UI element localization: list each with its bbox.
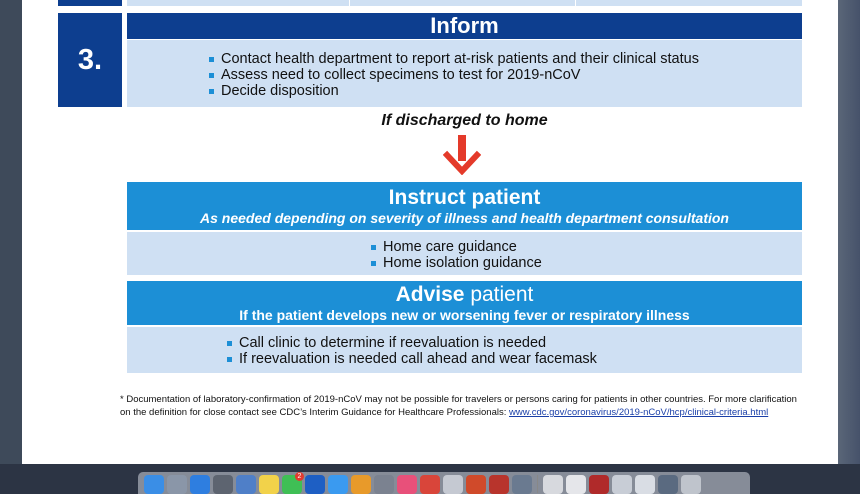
advise-patient-heading (127, 281, 802, 325)
list-item: If reevaluation is needed call ahead and wear facemask (227, 351, 597, 367)
photo-booth-icon[interactable] (489, 475, 509, 494)
image-thumbnail-icon[interactable] (589, 475, 609, 494)
document-thumbnail-icon[interactable] (543, 475, 563, 494)
advise-bullet-list (227, 335, 597, 367)
pages-icon[interactable] (351, 475, 371, 494)
photos-icon[interactable] (443, 475, 463, 494)
maps-icon[interactable] (420, 475, 440, 494)
footnote-marker: * (120, 394, 124, 405)
discharge-condition-label: If discharged to home (381, 112, 548, 129)
advise-title-light: patient (464, 283, 534, 306)
downloads-stack-icon[interactable] (658, 475, 678, 494)
system-preferences-icon[interactable] (374, 475, 394, 494)
list-item: Assess need to collect specimens to test for 2019-nCoV (209, 67, 699, 83)
safari-icon[interactable] (190, 475, 210, 494)
instruct-bullet-list (371, 239, 542, 271)
list-item: Contact health department to report at-risk patients and their clinical status (209, 51, 699, 67)
footnote-text: Documentation of laboratory-confirmation of 2019-nCoV may not be possible for travelers or persons caring for patients in other countries. For more clarification on the definition for close contact see CDC’s Interim Guidance for Healthcare Professionals: (120, 394, 797, 418)
app-icon[interactable] (512, 475, 532, 494)
dock-separator (537, 475, 538, 493)
criteria-link[interactable]: www.cdc.gov/coronavirus/2019-nCoV/hcp/clinical-criteria.html (509, 407, 769, 418)
advise-subtitle: If the patient develops new or worsening fever or respiratory illness (239, 307, 690, 323)
instruct-subtitle: As needed depending on severity of illness and health department consultation (200, 210, 729, 226)
facetime-icon[interactable] (282, 475, 302, 494)
list-item: Decide disposition (209, 83, 699, 99)
advise-title (127, 283, 802, 307)
dock (138, 472, 750, 494)
help-icon[interactable] (213, 475, 233, 494)
launchpad-icon[interactable] (167, 475, 187, 494)
list-item: Call clinic to determine if reevaluation is needed (227, 335, 597, 351)
advise-body (127, 327, 802, 373)
notes-icon[interactable] (259, 475, 279, 494)
screenshot-thumbnail-icon[interactable] (635, 475, 655, 494)
previous-step-number-cell (58, 0, 122, 6)
step-number: 3. (58, 13, 122, 107)
instruct-body (127, 232, 802, 275)
footnote (120, 393, 800, 419)
list-item: Home isolation guidance (371, 255, 542, 271)
previous-step-cells (127, 0, 802, 6)
instruct-patient-heading (127, 182, 802, 230)
cell-divider (349, 0, 350, 6)
image-thumbnail-icon-2[interactable] (612, 475, 632, 494)
itunes-icon[interactable] (397, 475, 417, 494)
finder-icon[interactable] (144, 475, 164, 494)
messages-icon[interactable] (328, 475, 348, 494)
inform-body (127, 40, 802, 107)
inform-bullet-list (209, 51, 699, 99)
list-item: Home care guidance (371, 239, 542, 255)
advise-title-bold: Advise (395, 283, 465, 306)
trash-icon[interactable] (681, 475, 701, 494)
inform-heading: Inform (127, 13, 802, 39)
down-arrow-icon (443, 135, 481, 175)
cell-divider (575, 0, 576, 6)
instruct-title: Instruct patient (388, 186, 541, 209)
notification-badge: 2 (295, 472, 304, 481)
chrome-icon[interactable] (305, 475, 325, 494)
window-edge (838, 0, 860, 464)
powerpoint-icon[interactable] (466, 475, 486, 494)
preview-icon[interactable] (236, 475, 256, 494)
document-thumbnail-icon-2[interactable] (566, 475, 586, 494)
